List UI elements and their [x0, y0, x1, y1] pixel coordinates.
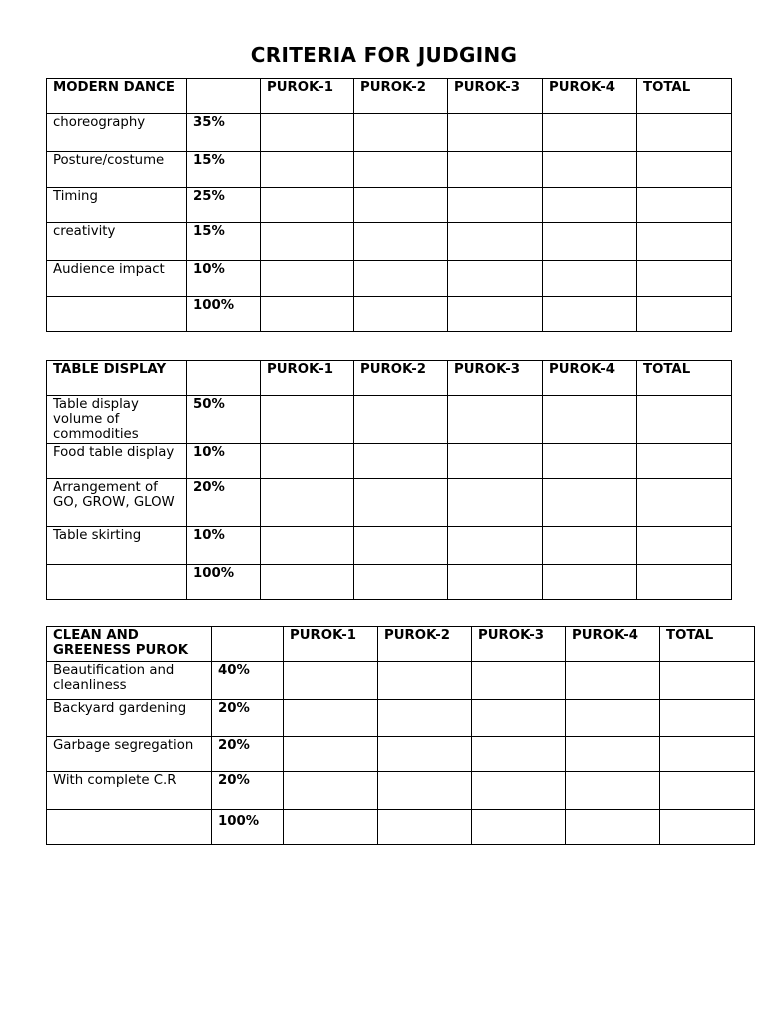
score-cell[interactable]	[261, 114, 354, 152]
total-cell[interactable]	[660, 700, 755, 737]
criterion-cell: choreography	[47, 114, 187, 152]
column-header: TOTAL	[637, 79, 732, 114]
table-header-row	[47, 361, 732, 396]
weight-cell: 35%	[187, 114, 261, 152]
score-cell[interactable]	[448, 396, 543, 444]
score-cell[interactable]	[261, 223, 354, 261]
score-cell[interactable]	[566, 772, 660, 810]
column-header: PUROK-3	[472, 627, 566, 662]
score-cell[interactable]	[543, 444, 637, 479]
score-cell[interactable]	[448, 223, 543, 261]
score-cell[interactable]	[472, 737, 566, 772]
score-cell[interactable]	[354, 479, 448, 527]
criterion-cell: Table skirting	[47, 527, 187, 565]
column-header: TOTAL	[660, 627, 755, 662]
score-cell[interactable]	[448, 297, 543, 332]
score-cell[interactable]	[543, 223, 637, 261]
criterion-cell	[47, 810, 212, 845]
score-cell[interactable]	[261, 396, 354, 444]
total-cell[interactable]	[637, 261, 732, 297]
weight-cell: 10%	[187, 261, 261, 297]
table-row	[47, 737, 755, 772]
table-header-row	[47, 79, 732, 114]
table-display-table	[46, 360, 732, 600]
table-heading: CLEAN AND GREENESS PUROK	[47, 627, 212, 662]
weight-cell: 40%	[212, 662, 284, 700]
weight-cell: 25%	[187, 188, 261, 223]
score-cell[interactable]	[261, 527, 354, 565]
total-cell[interactable]	[637, 152, 732, 188]
score-cell[interactable]	[566, 700, 660, 737]
score-cell[interactable]	[354, 565, 448, 600]
column-header: PUROK-2	[354, 79, 448, 114]
score-cell[interactable]	[448, 527, 543, 565]
table-total-row	[47, 565, 732, 600]
table-row	[47, 223, 732, 261]
score-cell[interactable]	[354, 152, 448, 188]
score-cell[interactable]	[472, 662, 566, 700]
score-cell[interactable]	[354, 297, 448, 332]
score-cell[interactable]	[472, 810, 566, 845]
score-cell[interactable]	[472, 772, 566, 810]
score-cell[interactable]	[261, 444, 354, 479]
table-row	[47, 261, 732, 297]
score-cell[interactable]	[543, 114, 637, 152]
score-cell[interactable]	[448, 261, 543, 297]
column-header: PUROK-2	[354, 361, 448, 396]
weight-header-cell	[187, 79, 261, 114]
score-cell[interactable]	[261, 297, 354, 332]
total-cell[interactable]	[637, 565, 732, 600]
modern-dance-table	[46, 78, 732, 332]
score-cell[interactable]	[543, 527, 637, 565]
score-cell[interactable]	[472, 700, 566, 737]
weight-total-cell: 100%	[187, 297, 261, 332]
score-cell[interactable]	[354, 114, 448, 152]
total-cell[interactable]	[637, 188, 732, 223]
column-header: PUROK-3	[448, 79, 543, 114]
score-cell[interactable]	[448, 152, 543, 188]
weight-cell: 10%	[187, 527, 261, 565]
clean-and-greeness-table	[46, 626, 755, 845]
total-cell[interactable]	[637, 527, 732, 565]
weight-cell: 10%	[187, 444, 261, 479]
table-row	[47, 479, 732, 527]
score-cell[interactable]	[378, 662, 472, 700]
criterion-cell: Posture/costume	[47, 152, 187, 188]
criterion-cell: Audience impact	[47, 261, 187, 297]
score-cell[interactable]	[354, 527, 448, 565]
total-cell[interactable]	[637, 396, 732, 444]
column-header: PUROK-4	[543, 79, 637, 114]
table-total-row	[47, 810, 755, 845]
weight-cell: 20%	[187, 479, 261, 527]
score-cell[interactable]	[261, 188, 354, 223]
score-cell[interactable]	[566, 662, 660, 700]
page-title: CRITERIA FOR JUDGING	[250, 43, 518, 67]
weight-cell: 15%	[187, 152, 261, 188]
total-cell[interactable]	[660, 772, 755, 810]
total-cell[interactable]	[660, 662, 755, 700]
criterion-cell: creativity	[47, 223, 187, 261]
table-row	[47, 188, 732, 223]
score-cell[interactable]	[543, 479, 637, 527]
criterion-cell: Table display volume of commodities	[47, 396, 187, 444]
table-row	[47, 527, 732, 565]
table-row	[47, 700, 755, 737]
score-cell[interactable]	[354, 261, 448, 297]
score-cell[interactable]	[354, 188, 448, 223]
table-heading: TABLE DISPLAY	[47, 361, 187, 396]
column-header: PUROK-1	[261, 79, 354, 114]
total-cell[interactable]	[637, 223, 732, 261]
weight-cell: 20%	[212, 772, 284, 810]
score-cell[interactable]	[543, 188, 637, 223]
column-header: PUROK-2	[378, 627, 472, 662]
score-cell[interactable]	[543, 396, 637, 444]
weight-header-cell	[187, 361, 261, 396]
score-cell[interactable]	[448, 479, 543, 527]
column-header: PUROK-4	[566, 627, 660, 662]
criterion-cell: With complete C.R	[47, 772, 212, 810]
total-cell[interactable]	[637, 114, 732, 152]
criterion-cell: Food table display	[47, 444, 187, 479]
score-cell[interactable]	[354, 444, 448, 479]
total-cell[interactable]	[637, 444, 732, 479]
table-header-row	[47, 627, 755, 662]
criterion-cell: Garbage segregation	[47, 737, 212, 772]
weight-cell: 50%	[187, 396, 261, 444]
criterion-cell	[47, 297, 187, 332]
score-cell[interactable]	[448, 565, 543, 600]
column-header: TOTAL	[637, 361, 732, 396]
score-cell[interactable]	[261, 479, 354, 527]
score-cell[interactable]	[378, 700, 472, 737]
total-cell[interactable]	[637, 297, 732, 332]
table-row	[47, 114, 732, 152]
table-row	[47, 444, 732, 479]
table-total-row	[47, 297, 732, 332]
criterion-cell: Beautification and cleanliness	[47, 662, 212, 700]
column-header: PUROK-3	[448, 361, 543, 396]
score-cell[interactable]	[543, 152, 637, 188]
score-cell[interactable]	[543, 261, 637, 297]
score-cell[interactable]	[354, 396, 448, 444]
table-row	[47, 662, 755, 700]
column-header: PUROK-1	[261, 361, 354, 396]
weight-total-cell: 100%	[187, 565, 261, 600]
table-row	[47, 396, 732, 444]
weight-cell: 20%	[212, 700, 284, 737]
score-cell[interactable]	[284, 810, 378, 845]
score-cell[interactable]	[284, 772, 378, 810]
score-cell[interactable]	[261, 565, 354, 600]
criterion-cell: Arrangement of GO, GROW, GLOW	[47, 479, 187, 527]
score-cell[interactable]	[261, 152, 354, 188]
weight-total-cell: 100%	[212, 810, 284, 845]
table-row	[47, 772, 755, 810]
score-cell[interactable]	[261, 261, 354, 297]
score-cell[interactable]	[378, 810, 472, 845]
score-cell[interactable]	[543, 565, 637, 600]
score-cell[interactable]	[448, 444, 543, 479]
criterion-cell: Timing	[47, 188, 187, 223]
score-cell[interactable]	[378, 737, 472, 772]
score-cell[interactable]	[448, 114, 543, 152]
total-cell[interactable]	[660, 810, 755, 845]
column-header: PUROK-1	[284, 627, 378, 662]
criterion-cell	[47, 565, 187, 600]
score-cell[interactable]	[354, 223, 448, 261]
score-cell[interactable]	[566, 810, 660, 845]
total-cell[interactable]	[637, 479, 732, 527]
score-cell[interactable]	[566, 737, 660, 772]
score-cell[interactable]	[378, 772, 472, 810]
score-cell[interactable]	[284, 662, 378, 700]
table-heading: MODERN DANCE	[47, 79, 187, 114]
weight-cell: 20%	[212, 737, 284, 772]
table-row	[47, 152, 732, 188]
criterion-cell: Backyard gardening	[47, 700, 212, 737]
weight-cell: 15%	[187, 223, 261, 261]
total-cell[interactable]	[660, 737, 755, 772]
weight-header-cell	[212, 627, 284, 662]
score-cell[interactable]	[284, 700, 378, 737]
score-cell[interactable]	[448, 188, 543, 223]
score-cell[interactable]	[284, 737, 378, 772]
score-cell[interactable]	[543, 297, 637, 332]
column-header: PUROK-4	[543, 361, 637, 396]
